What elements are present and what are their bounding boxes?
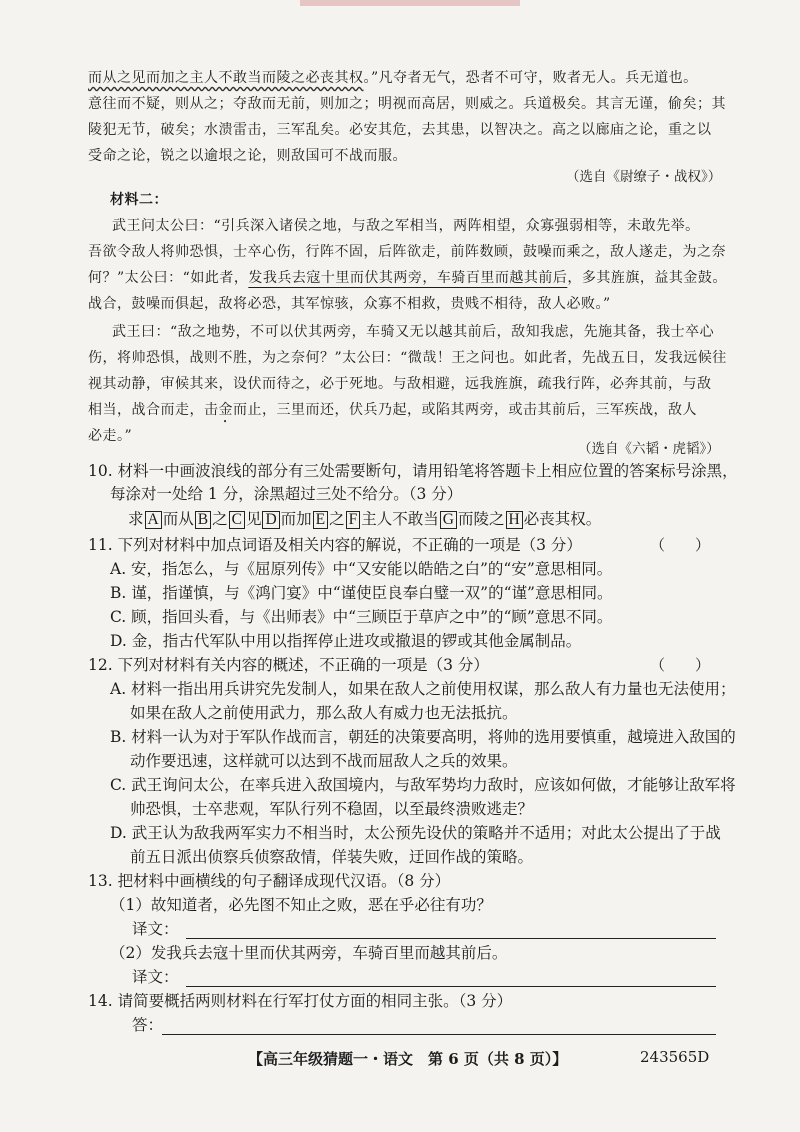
q12-option-c-line2: 帅恐惧，士卒悲观，军队行列不稳固，以至最终溃败逃走？ xyxy=(130,800,534,818)
material2-p1-line3: 何？”太公曰：“如此者，发我兵去寇十里而伏其两旁，车骑百里而越其前后，多其旌旗，益其金鼓。 xyxy=(88,270,727,286)
q13-translation1-label: 译文： xyxy=(132,920,179,938)
material1-line4: 受命之论，锐之以逾垠之论，则敌国可不战而服。 xyxy=(88,148,407,164)
break-option-h[interactable]: H xyxy=(506,511,523,529)
break-option-e[interactable]: E xyxy=(313,511,328,529)
material1-source: （选自《尉缭子・战权》） xyxy=(566,169,722,185)
q11-option-c: C. 顾，指回头看，与《出师表》中“三顾臣于草庐之中”的“顾”意思不同。 xyxy=(110,608,613,626)
q14-answer-line[interactable] xyxy=(162,1034,716,1035)
q10-stem-line1: 10. 材料一中画波浪线的部分有三处需要断句，请用铅笔将答题卡上相应位置的答案标号涂黑， xyxy=(88,462,738,480)
underlined-sentence: 发我兵去寇十里而伏其两旁，车骑百里而越其前后 xyxy=(248,270,568,286)
material2-heading: 材料二： xyxy=(110,192,168,208)
wavy-text: 而从之见而加之主人不敢当而陵之必丧其权 xyxy=(88,70,364,86)
q11-stem: 11. 下列对材料中加点词语及相关内容的解说，不正确的一项是（3 分） xyxy=(88,536,582,554)
material1-line1: 而从之见而加之主人不敢当而陵之必丧其权。”凡夺者无气，恐者不可守，败者无人。兵无道也。 xyxy=(88,70,698,86)
material2-p2-line4: 相当，战合而走，击金而止，三里而还，伏兵乃起，或陷其两旁，或击其前后，三军疾战，敌人 xyxy=(88,402,697,418)
material2-p1-line1: 武王问太公曰：“引兵深入诸侯之地，与敌之军相当，两阵相望，众寡强弱相等，未敢先举。 xyxy=(112,218,700,234)
q12-option-b-line1: B. 材料一认为对于军队作战而言，朝廷的决策要高明，将帅的选用要慎重，越境进入敌国的 xyxy=(110,728,736,746)
q12-option-a-line2: 如果在敌人之前使用武力，那么敌人有威力也无法抵抗。 xyxy=(130,704,518,722)
break-option-f[interactable]: F xyxy=(346,511,361,529)
q12-answer-paren[interactable]: （ ） xyxy=(650,656,711,674)
q11-option-d: D. 金，指古代军队中用以指挥停止进攻或撤退的锣或其他金属制品。 xyxy=(110,632,582,650)
material2-p2-line3: 视其动静，审候其来，设伏而待之，必于死地。与敌相避，远我旌旗，疏我行阵，必奔其前，与敌 xyxy=(88,376,712,392)
q12-option-d-line1: D. 武王认为敌我两军实力不相当时，太公预先设伏的策略并不适用；对此太公提出了于战 xyxy=(110,824,721,842)
q13-sentence2: （2）发我兵去寇十里而伏其两旁，车骑百里而越其前后。 xyxy=(110,944,508,962)
break-option-a[interactable]: A xyxy=(145,511,162,529)
q11-option-b: B. 谨，指谨慎，与《鸿门宴》中“谨使臣良奉白璧一双”的“谨”意思相同。 xyxy=(110,584,613,602)
q14-stem: 14. 请简要概括两则材料在行军打仗方面的相同主张。（3 分） xyxy=(88,992,513,1010)
material1-line2: 意往而不疑，则从之；夺敌而无前，则加之；明视而高居，则威之。兵道极矣。其言无谨，偷矣；其 xyxy=(88,96,726,112)
q11-option-a: A. 安，指怎么，与《屈原列传》中“又安能以皓皓之白”的“安”意思相同。 xyxy=(110,560,613,578)
material2-source: （选自《六韬・虎韬》） xyxy=(578,441,720,457)
q11-answer-paren[interactable]: （ ） xyxy=(650,536,711,554)
break-option-d[interactable]: D xyxy=(262,511,279,529)
break-option-b[interactable]: B xyxy=(195,511,211,529)
dotted-word: 金 xyxy=(218,402,233,418)
break-option-c[interactable]: C xyxy=(229,511,245,529)
material2-p1-line4: 战合，鼓噪而俱起，敌将必恐，其军惊骇，众寡不相救，贵贱不相待，敌人必败。” xyxy=(88,296,611,312)
q13-sentence1: （1）故知道者，必先图不知止之败，恶在乎必往有功？ xyxy=(110,896,492,914)
q12-option-a-line1: A. 材料一指出用兵讲究先发制人，如果在敌人之前使用权谋，那么敌人有力量也无法使用； xyxy=(110,680,736,698)
break-option-g[interactable]: G xyxy=(440,511,457,529)
material2-p1-line2: 吾欲令敌人将帅恐惧，士卒心伤，行阵不固，后阵欲走，前阵数顾，鼓噪而乘之，敌人遂走，为之奈 xyxy=(88,244,726,260)
q13-translation1-line[interactable] xyxy=(186,938,716,939)
material1-line3: 陵犯无节，破矣；水溃雷击，三军乱矣。必安其危，去其患，以智决之。高之以廊庙之论，重之以 xyxy=(88,122,712,138)
q12-option-c-line1: C. 武王询问太公，在率兵进入敌国境内，与敌军势均力敌时，应该如何做，才能够让敌军将 xyxy=(110,776,736,794)
material2-p2-line5: 必走。” xyxy=(88,428,133,444)
paper-code: 243565D xyxy=(640,1048,710,1066)
q13-stem: 13. 把材料中画横线的句子翻译成现代汉语。（8 分） xyxy=(88,872,451,890)
q14-answer-label: 答： xyxy=(132,1016,164,1034)
q12-stem: 12. 下列对材料有关内容的概述，不正确的一项是（3 分） xyxy=(88,656,489,674)
q10-stem-line2: 每涂对一处给 1 分，涂黑超过三处不给分。（3 分） xyxy=(110,485,463,503)
material2-p2-line1: 武王曰：“敌之地势，不可以伏其两旁，车骑又无以越其前后，敌知我虑，先施其备，我士卒心 xyxy=(112,324,715,340)
q13-translation2-label: 译文： xyxy=(132,968,179,986)
q10-sentence: 求 A 而从 B 之 C 见 D 而加 E 之 F 主人不敢当 G 而陵之 H 必丧其权。 xyxy=(128,510,602,528)
page-footer: 【高三年级猜题一・语文 第 6 页（共 8 页）】 xyxy=(248,1050,568,1068)
q12-option-b-line2: 动作要迅速，这样就可以达到不战而屈敌人之兵的效果。 xyxy=(130,752,518,770)
material2-p2-line2: 伤，将帅恐惧，战则不胜，为之奈何？”太公曰：“微哉！王之问也。如此者，先战五日，发我远候往 xyxy=(88,350,727,366)
q12-option-d-line2: 前五日派出侦察兵侦察敌情，佯装失败，迂回作战的策略。 xyxy=(130,848,534,866)
q13-translation2-line[interactable] xyxy=(186,986,716,987)
